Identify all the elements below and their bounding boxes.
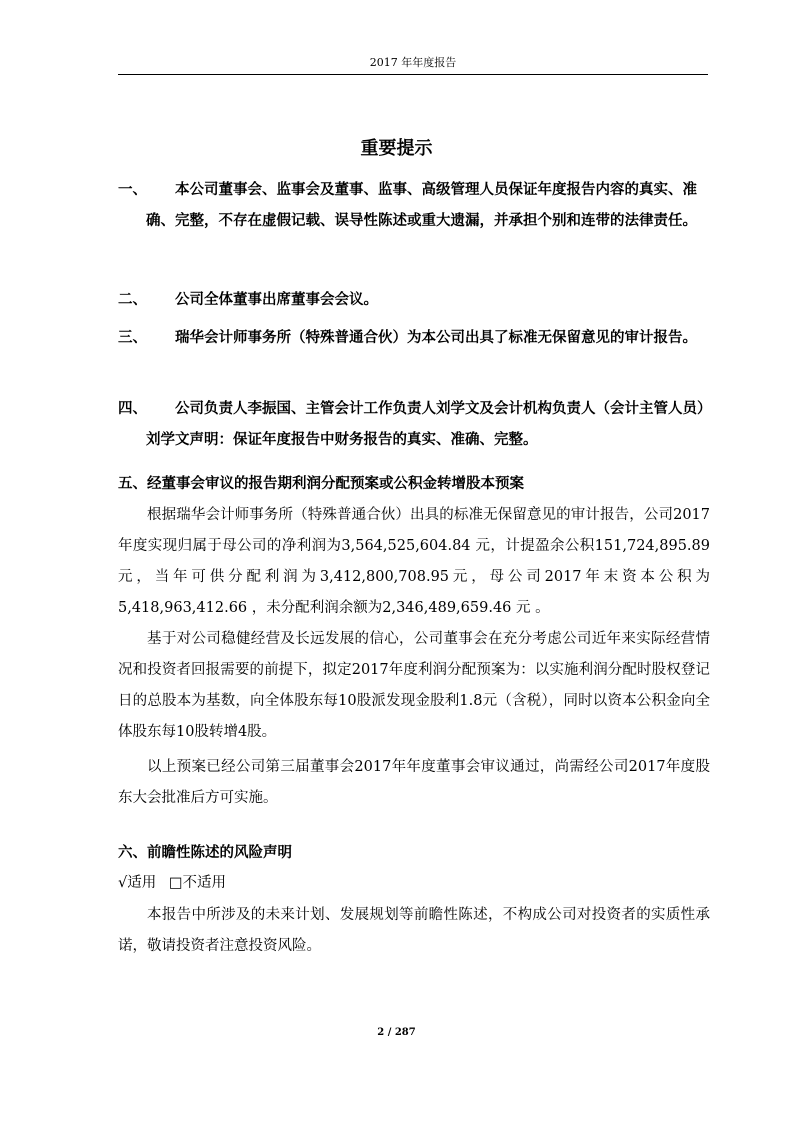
applicability-options (118, 870, 234, 896)
notice-item-number: 二、 (118, 291, 147, 308)
page-number: 2 / 287 (377, 1027, 416, 1038)
notice-item-number: 一、 (118, 181, 147, 198)
notice-item-text: 公司负责人李振国、主管会计工作负责人刘学文及会计机构负责人（会计主管人员）刘学文声明：保证年度报告中财务报告的真实、准确、完整。 (146, 400, 705, 448)
notice-item-4 (118, 393, 710, 455)
section-6-paragraph-1: 本报告中所涉及的未来计划、发展规划等前瞻性陈述，不构成公司对投资者的实质性承诺，敬请投资者注意投资风险。 (118, 907, 710, 954)
header-divider (118, 74, 708, 75)
section-5-heading: 五、经董事会审议的报告期利润分配预案或公积金转增股本预案 (118, 475, 524, 492)
section-5-paragraph-1: 根据瑞华会计师事务所（特殊普通合伙）出具的标准无保留意见的审计报告，公司2017年度实现归属于母公司的净利润为3,564,525,604.84 元，计提盈余公积151,724,895.89 元，当年可供分配利润为3,412,800,708.95元，母公司2017年末资本公积为5,418,963,412.66 ，未分配利润余额为2,346,489,659.46 元 。 (118, 507, 710, 616)
notice-item-text: 本公司董事会、监事会及董事、监事、高级管理人员保证年度报告内容的真实、准确、完整，不存在虚假记载、误导性陈述或重大遗漏，并承担个别和连带的法律责任。 (146, 181, 697, 229)
page-title: 重要提示 (360, 138, 433, 159)
section-6-heading: 六、前瞻性陈述的风险声明 (118, 844, 292, 861)
not-applicable-checkbox: □不适用 (168, 875, 227, 891)
section-5-paragraph-3: 以上预案已经公司第三届董事会2017年年度董事会审议通过，尚需经公司2017年度股东大会批准后方可实施。 (118, 759, 710, 806)
notice-item-text: 公司全体董事出席董事会会议。 (175, 291, 378, 308)
notice-item-number: 四、 (118, 400, 147, 417)
applicable-checkbox: √适用 (118, 875, 157, 891)
notice-item-3 (118, 322, 710, 353)
page-header: 2017 年年度报告 (369, 56, 457, 69)
notice-item-text: 瑞华会计师事务所（特殊普通合伙）为本公司出具了标准无保留意见的审计报告。 (175, 329, 697, 346)
notice-item-1 (118, 174, 710, 236)
section-5-paragraph-2: 基于对公司稳健经营及长远发展的信心，公司董事会在充分考虑公司近年来实际经营情况和投资者回报需要的前提下，拟定2017年度利润分配预案为：以实施利润分配时股权登记日的总股本为基数，向全体股东每10股派发现金股利1.8元（含税），同时以资本公积金向全体股东每10股转增4股。 (118, 631, 710, 740)
notice-item-number: 三、 (118, 329, 147, 346)
notice-item-2 (118, 284, 710, 315)
